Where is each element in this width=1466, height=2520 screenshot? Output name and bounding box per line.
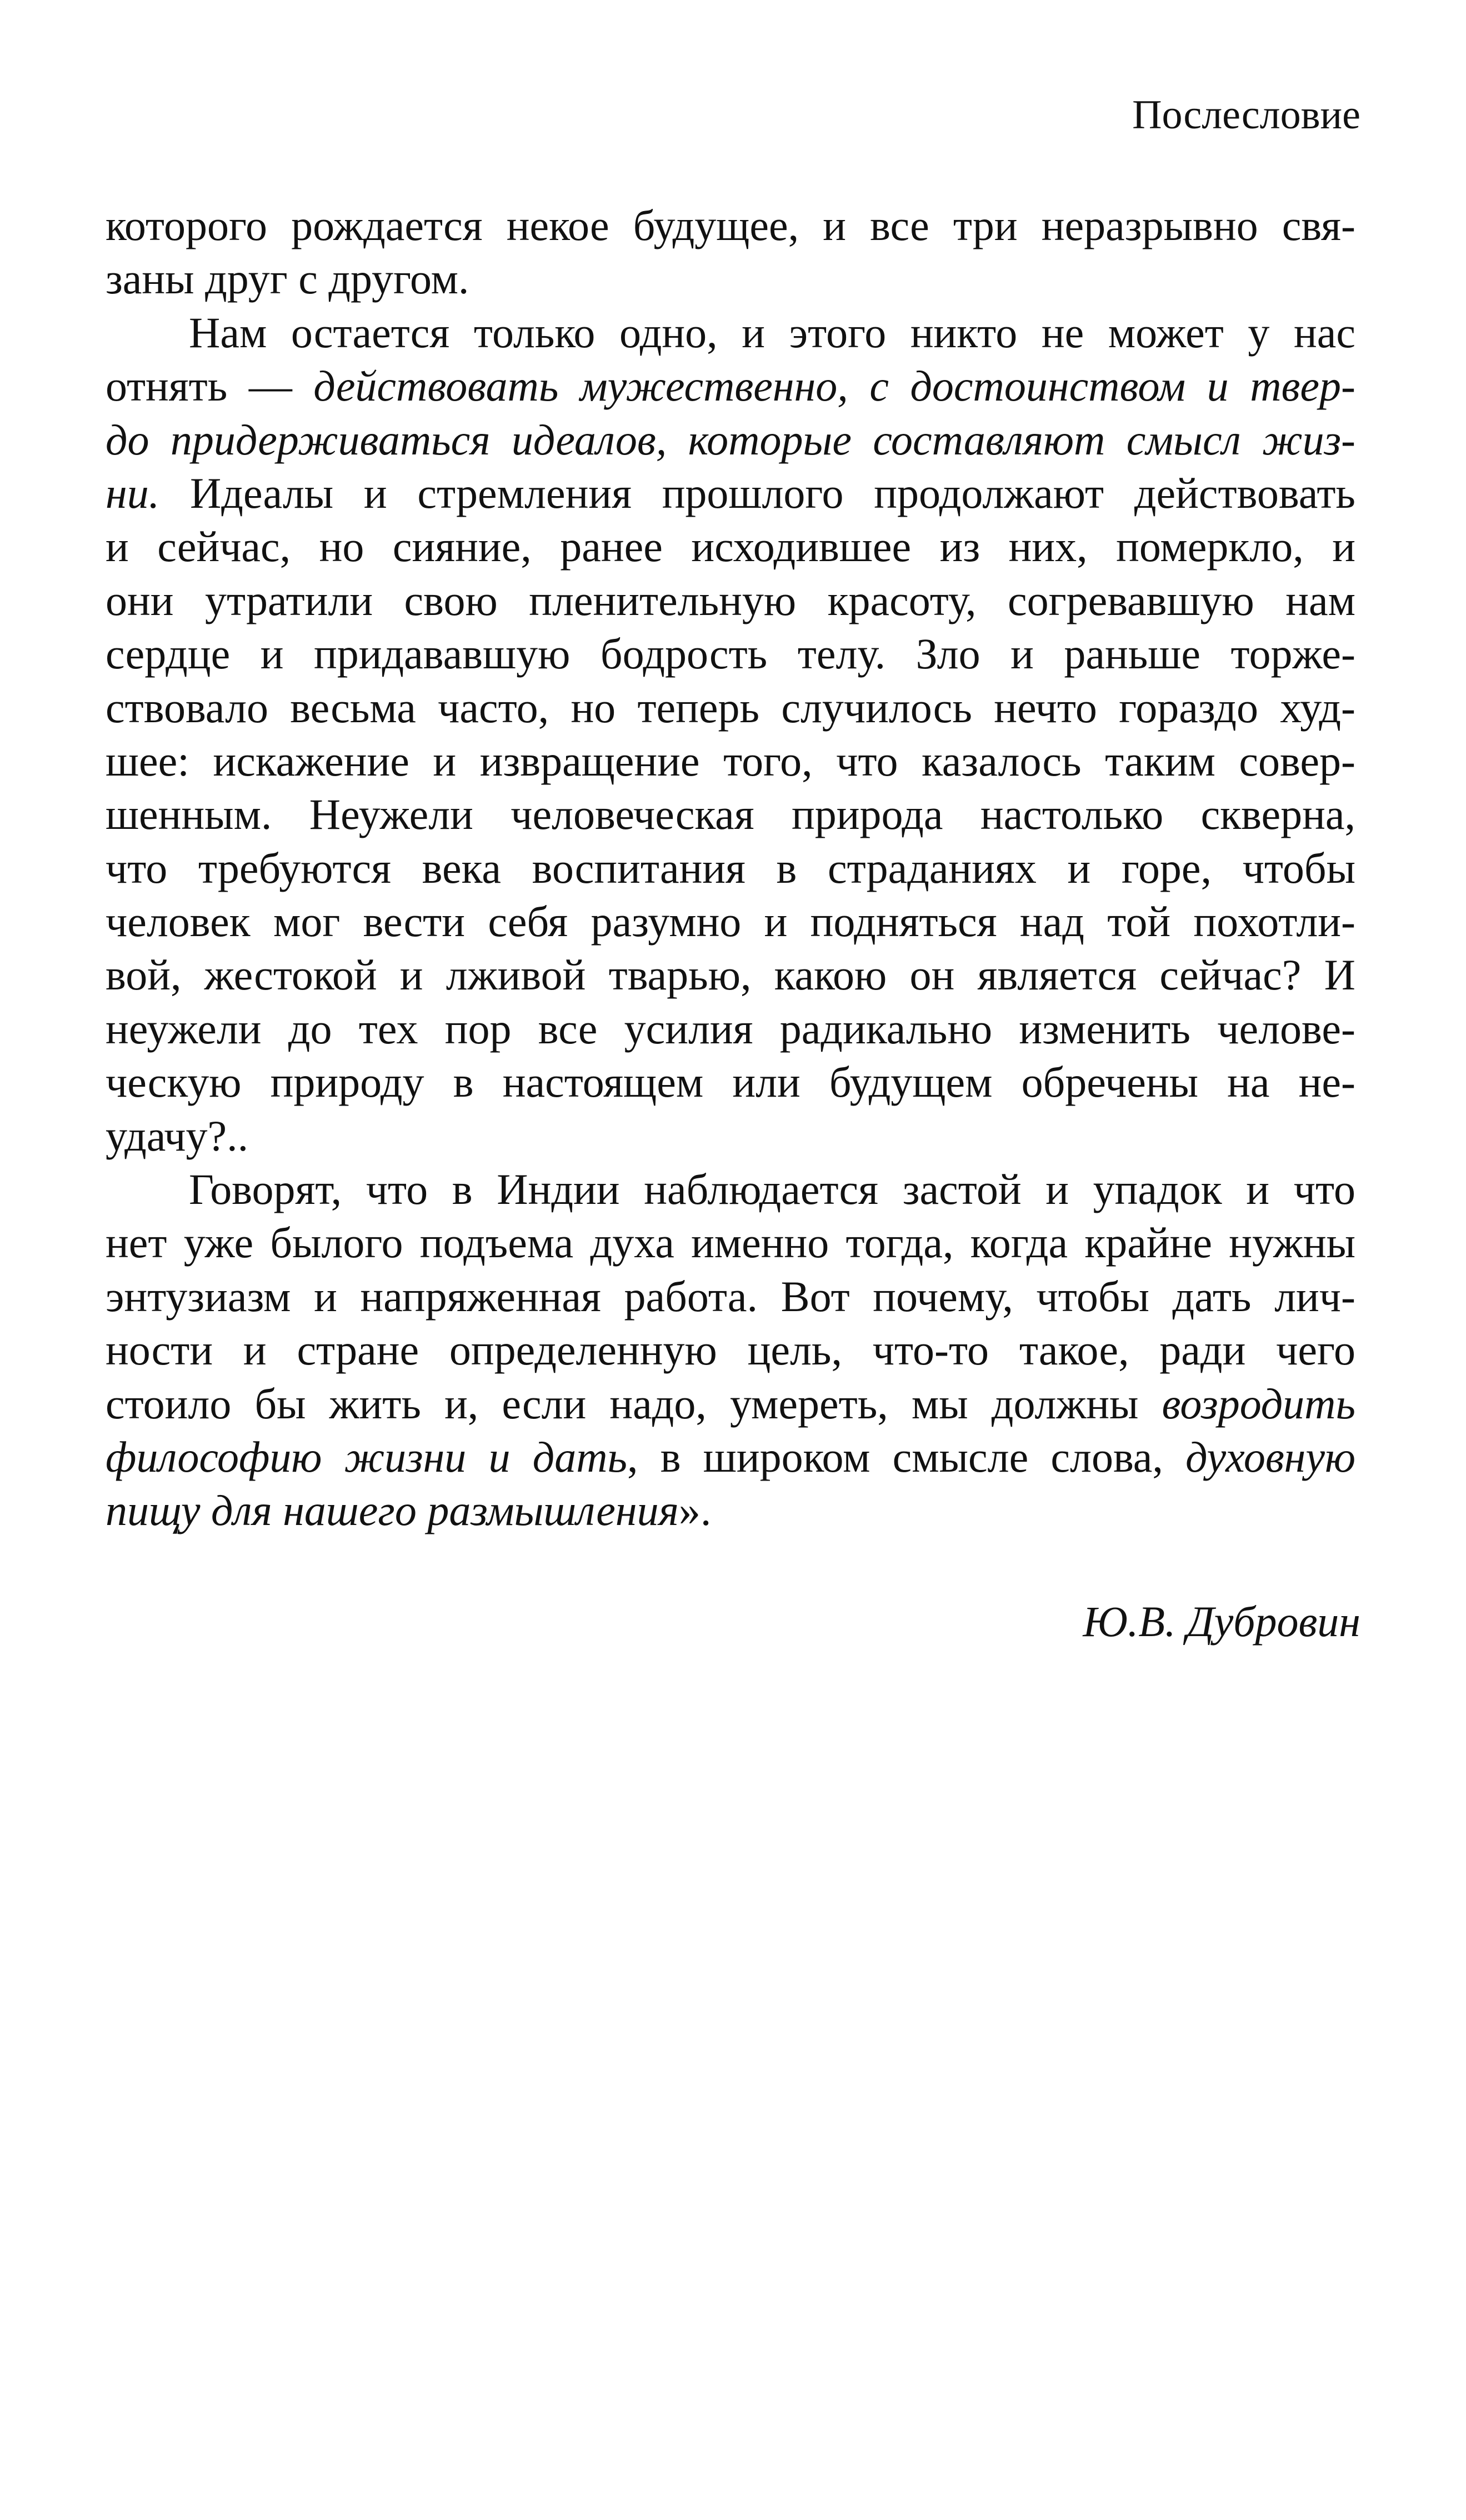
italic-segment: ни.: [106, 468, 160, 517]
text-line: [106, 306, 1355, 359]
text-line: [106, 948, 1355, 1002]
author-signature: Ю.В. Дубровин: [1083, 1597, 1360, 1646]
text-line: [106, 413, 1355, 467]
text-segment: ствовало весьма часто, но теперь случилось нечто гораздо худ-: [106, 683, 1355, 732]
text-line: [106, 359, 1355, 413]
text-segment: , в широком смысле слова,: [627, 1432, 1186, 1481]
text-line: [106, 788, 1355, 841]
text-line: [106, 895, 1355, 948]
text-line: [106, 1270, 1355, 1323]
text-segment: энтузиазм и напряженная работа. Вот почему, чтобы дать лич-: [106, 1272, 1355, 1321]
text-line: [106, 734, 1355, 788]
italic-segment: действовать мужественно, с достоинством и твер-: [313, 362, 1355, 411]
text-line: [106, 842, 1355, 895]
text-segment: неужели до тех пор все усилия радикально изменить челове-: [106, 1004, 1355, 1053]
italic-segment: философию жизни и дать: [106, 1432, 628, 1481]
text-line: [106, 574, 1355, 627]
text-segment: заны друг с другом.: [106, 254, 469, 303]
text-segment: человек мог вести себя разумно и подняться над той похотли-: [106, 897, 1355, 946]
text-segment: ности и стране определенную цель, что-то такое, ради чего: [106, 1326, 1355, 1374]
text-line: [106, 681, 1355, 734]
italic-segment: возродить: [1162, 1379, 1355, 1428]
text-line: [106, 1163, 1355, 1216]
text-segment: Нам остается только одно, и этого никто не может у нас: [189, 308, 1355, 357]
text-segment: они утратили свою пленительную красоту, согревавшую нам: [106, 576, 1355, 624]
text-segment: которого рождается некое будущее, и все три неразрывно свя-: [106, 201, 1355, 249]
text-line: [106, 1216, 1355, 1269]
text-line: [106, 1377, 1355, 1431]
text-segment: что требуются века воспитания в страданиях и горе, чтобы: [106, 843, 1355, 892]
text-line: [106, 1323, 1355, 1377]
text-line: [106, 1056, 1355, 1109]
italic-segment: духовную: [1185, 1432, 1355, 1481]
text-segment: и сейчас, но сияние, ранее исходившее из них, померкло, и: [106, 522, 1355, 571]
text-segment: ческую природу в настоящем или будущем обречены на не-: [106, 1058, 1355, 1107]
text-segment: Говорят, что в Индии наблюдается застой и упадок и что: [189, 1165, 1355, 1214]
text-line: [106, 1431, 1355, 1484]
italic-segment: пищу для нашего размышления: [106, 1486, 679, 1535]
text-line: [106, 520, 1355, 573]
text-line: [106, 467, 1355, 520]
text-segment: нет уже былого подъема духа именно тогда, когда крайне нужны: [106, 1218, 1355, 1267]
text-segment: отнять —: [106, 362, 314, 411]
italic-segment: до придерживаться идеалов, которые составляют смысл жиз-: [106, 415, 1355, 464]
text-line: [106, 1109, 1355, 1163]
text-line: [106, 627, 1355, 681]
text-line: [106, 1002, 1355, 1056]
running-head: Послесловие: [1132, 92, 1360, 138]
text-line: [106, 252, 1355, 306]
text-segment: удачу?..: [106, 1111, 249, 1160]
text-segment: стоило бы жить и, если надо, умереть, мы должны: [106, 1379, 1162, 1428]
text-segment: Идеалы и стремления прошлого продолжают действовать: [159, 468, 1355, 517]
text-segment: сердце и придававшую бодрость телу. Зло и раньше торже-: [106, 629, 1355, 678]
text-line: [106, 1484, 1355, 1537]
body-text: [106, 199, 1355, 1538]
text-segment: ».: [678, 1486, 712, 1535]
text-segment: вой, жестокой и лживой тварью, какою он является сейчас? И: [106, 951, 1355, 999]
text-segment: шенным. Неужели человеческая природа настолько скверна,: [106, 790, 1355, 839]
text-line: [106, 199, 1355, 252]
text-segment: шее: искажение и извращение того, что казалось таким совер-: [106, 736, 1355, 785]
